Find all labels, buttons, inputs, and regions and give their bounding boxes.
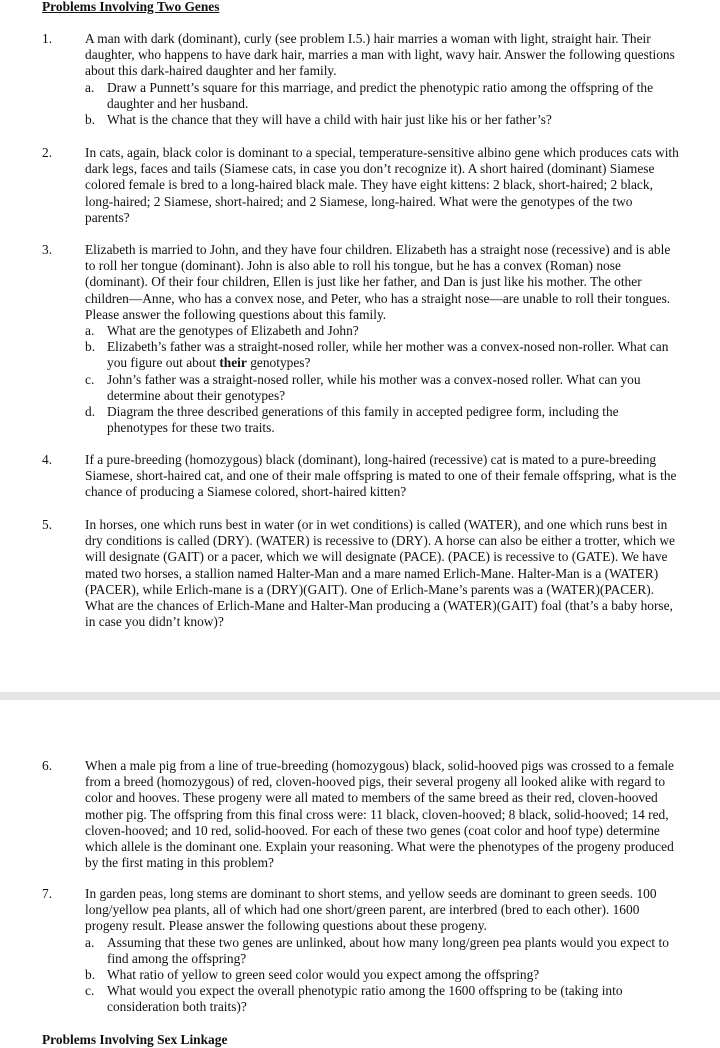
subquestion-letter: a.: [85, 79, 95, 95]
subquestion-letter: b.: [85, 339, 96, 355]
problem-number: 5.: [42, 517, 53, 532]
problem-text: In cats, again, black color is dominant to a special, temperature-sensitive albino gene which produces cats with dark legs, faces and tails (Siamese cats, in case you don’t recognize it). A short haired (dominant) Siamese colored female is bred to a long-haired black male. They have eight kittens: 2 black, short-haired; 2 black, long-haired; 2 Siamese, short-haired; and 2 Siamese, long-haired. What were the genotypes of the two parents?: [85, 145, 679, 225]
subquestion: [85, 983, 680, 1015]
subquestion-list: [85, 323, 680, 436]
subquestion-list: [85, 935, 680, 1016]
subquestion-text: What are the genotypes of Elizabeth and John?: [107, 323, 359, 339]
problem-body: [85, 517, 680, 630]
problem-number: 1.: [42, 31, 53, 46]
problem-number: 2.: [42, 145, 53, 160]
next-section-heading-cut: Problems Involving Sex Linkage: [42, 1032, 228, 1047]
subquestion: [85, 372, 680, 404]
subquestion: [85, 967, 680, 983]
subquestion: [85, 339, 680, 371]
subquestion-letter: d.: [85, 404, 96, 420]
subquestion-text: Assuming that these two genes are unlinked, about how many long/green pea plants would you expect to find among the offspring?: [107, 934, 669, 966]
problem-text: If a pure-breeding (homozygous) black (dominant), long-haired (recessive) cat is mated to a pure-breeding Siamese, short-haired cat, and one of their male offspring is mated to one of their female offspring, what is the chance of producing a Siamese colored, short-haired kitten?: [85, 452, 677, 500]
subquestion-letter: a.: [85, 323, 95, 339]
problem-text: In garden peas, long stems are dominant to short stems, and yellow seeds are dominant to green seeds. 100 long/yellow pea plants, all of which had one short/green parent, are interbred (bred to each other). 1600 progeny result. Please answer the following questions about these progeny.: [85, 886, 657, 934]
subquestion-text-end: genotypes?: [246, 355, 311, 371]
problem-number: 6.: [42, 758, 53, 773]
subquestion: [85, 935, 680, 967]
page-2: [0, 700, 720, 1047]
subquestion: [85, 112, 680, 128]
problem-body: [85, 145, 680, 226]
subquestion-text: What ratio of yellow to green seed color would you expect among the offspring?: [107, 967, 540, 983]
problem-body: [85, 452, 680, 501]
subquestion-text: Elizabeth’s father was a straight-nosed roller, while her mother was a convex-nosed non-roller. What can you figure out about: [107, 339, 669, 371]
subquestion-letter: c.: [85, 371, 95, 387]
problem-number: 3.: [42, 242, 53, 257]
page-title: Problems Involving Two Genes: [42, 0, 220, 14]
problem-text: Elizabeth is married to John, and they have four children. Elizabeth has a straight nose (recessive) and is able to roll her tongue (dominant). John is also able to roll his tongue, but he has a convex (Roman) nose (dominant). Of their four children, Ellen is just like her father, and Dan is just like his mother. The other children—Anne, who has a convex nose, and Peter, who has a straight nose—are unable to roll their tongues. Please answer the following questions about this family.: [85, 242, 671, 322]
subquestion: [85, 80, 680, 112]
problem-text: When a male pig from a line of true-breeding (homozygous) black, solid-hooved pigs was crossed to a female from a breed (homozygous) of red, cloven-hooved pigs, their several progeny all looked alike with regard to color and hooves. These progeny were all mated to members of the same breed as their red, cloven-hooved mother pig. The offspring from this final cross were: 11 black, cloven-hooved; 8 black, solid-hooved; 14 red, cloven-hooved; and 10 red, solid-hooved. For each of these two genes (coat color and hoof type) determine which allele is the dominant one. Explain your reasoning. What were the phenotypes of the progeny produced by the first mating in this problem?: [85, 758, 675, 871]
subquestion-letter: a.: [85, 934, 95, 950]
problem-body: [85, 758, 680, 871]
subquestion-text: John’s father was a straight-nosed roller, while his mother was a convex-nosed roller. What can you determine about their genotypes?: [107, 371, 641, 403]
subquestion-letter: b.: [85, 112, 96, 128]
problem-number: 7.: [42, 886, 53, 901]
problem-body: [85, 31, 680, 128]
subquestion-letter: c.: [85, 983, 95, 999]
subquestion-letter: b.: [85, 967, 96, 983]
problem-body: [85, 886, 680, 1016]
subquestion-list: [85, 80, 680, 129]
subquestion: [85, 323, 680, 339]
problem-text: In horses, one which runs best in water (or in wet conditions) is called (WATER), and one which runs best in dry conditions is called (DRY). (WATER) is recessive to (DRY). A horse can also be either a trotter, which we will designate (GAIT) or a pacer, which we will designate (PACE). (PACE) is recessive to (GATE). We have mated two horses, a stallion named Halter-Man and a mare named Erlich-Mane. Halter-Man is a (WATER)(PACER), while Erlich-mane is a (DRY)(GAIT). One of Erlich-Mane’s parents was a (WATER)(PACER). What are the chances of Erlich-Mane and Halter-Man producing a (WATER)(GAIT) foal (that’s a baby horse, in case you didn’t know)?: [85, 517, 675, 630]
subquestion-text: Draw a Punnett’s square for this marriage, and predict the phenotypic ratio among the offspring of the daughter and her husband.: [107, 79, 654, 111]
problem-body: [85, 242, 680, 436]
problem-number: 4.: [42, 452, 53, 467]
emphasis-text: their: [219, 355, 247, 371]
subquestion-text: Diagram the three described generations of this family in accepted pedigree form, including the phenotypes for these two traits.: [107, 404, 619, 436]
problem-text: A man with dark (dominant), curly (see problem I.5.) hair marries a woman with light, straight hair. Their daughter, who happens to have dark hair, marries a man with light, wavy hair. Answer the following questions about this dark-haired daughter and her family.: [85, 31, 675, 79]
page-separator: [0, 692, 720, 700]
subquestion: [85, 404, 680, 436]
subquestion-text: What is the chance that they will have a child with hair just like his or her father’s?: [107, 112, 552, 128]
subquestion-text: What would you expect the overall phenotypic ratio among the 1600 offspring to be (taking into consideration both traits)?: [107, 983, 623, 1015]
